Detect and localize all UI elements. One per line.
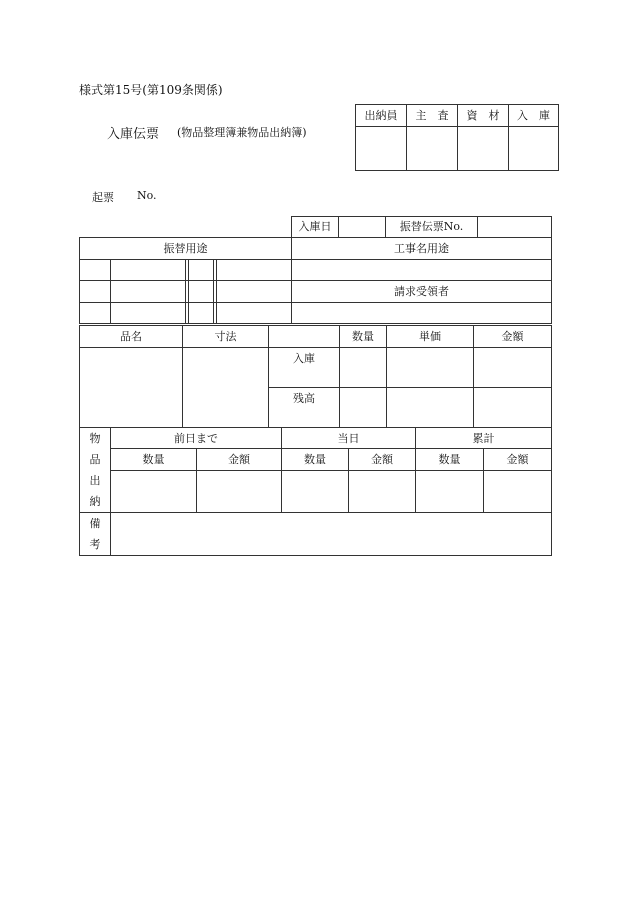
purpose-cell[interactable] (111, 260, 186, 281)
issuance-label: 起票 (92, 191, 114, 204)
approval-stamps-table (355, 104, 559, 171)
today-quantity-field[interactable] (282, 470, 349, 513)
cumulative-quantity-header: 数量 (416, 449, 484, 470)
incoming-quantity-field[interactable] (340, 348, 387, 388)
stamp-box-chief[interactable] (407, 127, 458, 171)
balance-quantity-field[interactable] (340, 388, 387, 428)
row-label-header (269, 326, 340, 348)
cumulative-amount-header: 金額 (484, 449, 552, 470)
side-label-char: 品 (89, 453, 101, 466)
stamp-box-cashier[interactable] (356, 127, 407, 171)
previous-quantity-field[interactable] (111, 470, 197, 513)
transfer-section-table (79, 237, 552, 324)
side-label-char: 納 (89, 495, 101, 508)
purpose-cell[interactable] (217, 260, 292, 281)
purpose-cell[interactable] (80, 260, 111, 281)
dimensions-field[interactable] (183, 348, 269, 428)
purpose-cell[interactable] (80, 281, 111, 303)
stamp-header-warehouse: 入 庫 (509, 105, 559, 127)
incoming-row-label: 入庫 (269, 348, 340, 388)
transfer-slip-field[interactable] (478, 217, 552, 238)
stamp-box-warehouse[interactable] (509, 127, 559, 171)
incoming-date-label: 入庫日 (292, 217, 339, 238)
document-subtitle: (物品整理簿兼物品出納簿) (177, 126, 307, 139)
purpose-cell[interactable] (189, 260, 214, 281)
disbursement-table (79, 427, 552, 556)
date-slip-table (291, 216, 552, 238)
today-amount-header: 金額 (349, 449, 416, 470)
incoming-unit-price-field[interactable] (387, 348, 474, 388)
remarks-label (80, 513, 111, 556)
stamp-header-chief: 主 査 (407, 105, 458, 127)
side-label-char: 出 (89, 474, 101, 487)
purpose-cell[interactable] (217, 281, 292, 303)
remarks-field[interactable] (111, 513, 552, 556)
document-title: 入庫伝票 (107, 127, 160, 142)
goods-disbursement-label (80, 428, 111, 513)
claimant-field[interactable] (292, 303, 552, 324)
unit-price-header: 単価 (387, 326, 474, 348)
balance-row-label: 残高 (269, 388, 340, 428)
project-purpose-header: 工事名用途 (292, 238, 552, 260)
remarks-label-char: 考 (89, 538, 101, 551)
balance-amount-field[interactable] (474, 388, 552, 428)
purpose-cell[interactable] (80, 303, 111, 324)
purpose-cell[interactable] (111, 281, 186, 303)
incoming-amount-field[interactable] (474, 348, 552, 388)
issuance-number-label: No. (137, 189, 157, 202)
previous-day-header: 前日まで (111, 428, 282, 449)
stamp-header-cashier: 出納員 (356, 105, 407, 127)
purpose-cell[interactable] (217, 303, 292, 324)
purpose-cell[interactable] (189, 303, 214, 324)
balance-unit-price-field[interactable] (387, 388, 474, 428)
cumulative-quantity-field[interactable] (416, 470, 484, 513)
transfer-slip-label: 振替伝票No. (386, 217, 478, 238)
previous-amount-header: 金額 (197, 449, 282, 470)
amount-header: 金額 (474, 326, 552, 348)
remarks-label-char: 備 (89, 517, 101, 530)
purpose-cell[interactable] (189, 281, 214, 303)
dimensions-header: 寸法 (183, 326, 269, 348)
cumulative-amount-field[interactable] (484, 470, 552, 513)
form-number: 様式第15号(第109条関係) (79, 83, 223, 97)
item-name-field[interactable] (80, 348, 183, 428)
stamp-header-materials: 資 材 (458, 105, 509, 127)
today-amount-field[interactable] (349, 470, 416, 513)
today-quantity-header: 数量 (282, 449, 349, 470)
claimant-label: 請求受領者 (292, 281, 552, 303)
stamp-box-materials[interactable] (458, 127, 509, 171)
items-table (79, 325, 552, 428)
previous-amount-field[interactable] (197, 470, 282, 513)
cumulative-header: 累計 (416, 428, 552, 449)
project-purpose-field[interactable] (292, 260, 552, 281)
incoming-date-field[interactable] (339, 217, 386, 238)
item-name-header: 品名 (80, 326, 183, 348)
quantity-header: 数量 (340, 326, 387, 348)
purpose-cell[interactable] (111, 303, 186, 324)
previous-quantity-header: 数量 (111, 449, 197, 470)
today-header: 当日 (282, 428, 416, 449)
side-label-char: 物 (89, 432, 101, 445)
transfer-purpose-header: 振替用途 (80, 238, 292, 260)
